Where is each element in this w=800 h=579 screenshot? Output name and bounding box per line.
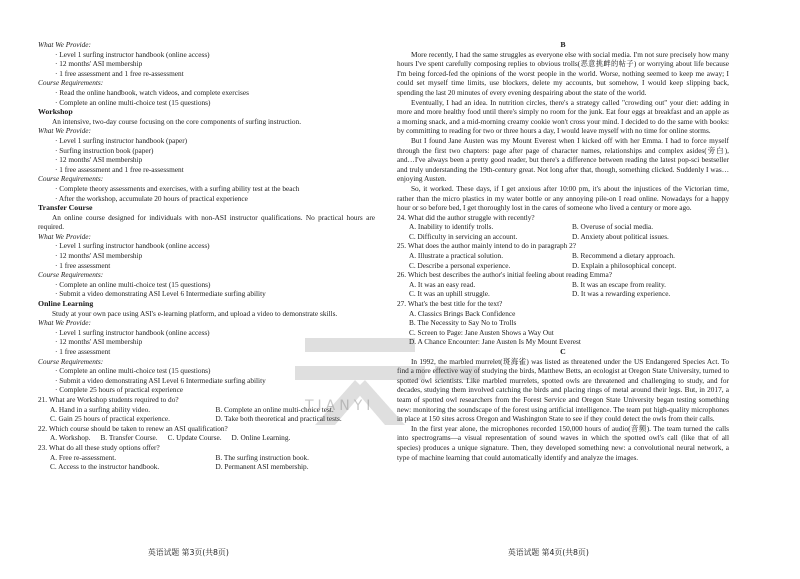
answer-option: A. Hand in a surfing ability video. [50,404,151,414]
answer-option: B. It was an escape from reality. [572,279,666,289]
bullet-item: · 1 free assessment and 1 free re-assessment [55,68,184,78]
subheading: Course Requirements: [38,78,104,88]
bullet-item: · Complete theory assessments and exercises, with a surfing ability test at the beach [55,183,300,193]
question-options [397,309,729,347]
passage-paragraph: But I found Jane Austen was my Mount Everest when I kicked off with her Emma. I had to force myself through the first two chapters: page after page of character names, relationships and complex asides(旁白), and…I've always been a pretty good reader, but there's a difference between reading the latest pop-sci bestseller and truly understanding the 19th-century great. Not long after that, though, something clicked. Suddenly I was…enjoying Austen. [397,135,729,184]
bullet-item: · Submit a video demonstrating ASI Level 6 Intermediate surfing ability [55,375,266,385]
answer-option: B. Recommend a dietary approach. [572,251,675,261]
answer-option: B. Complete an online multi-choice test. [215,404,334,414]
answer-option: A. Free re-assessment. [50,452,117,462]
subheading: What We Provide: [38,126,91,136]
answer-option: B. The Necessity to Say No to Trolls [409,318,517,328]
subheading: Course Requirements: [38,270,104,280]
course-description: Study at your own pace using ASI's e-learning platform, and upload a video to demonstrate skills. [52,308,338,318]
left-page-footer: 英语试题 第3页(共8页) [148,548,229,557]
bullet-item: · After the workshop, accumulate 20 hours of practical experience [55,193,248,203]
answer-option: D. Take both theoretical and practical tests. [215,414,342,424]
course-description: An intensive, two-day course focusing on the core components of surfing instruction. [52,116,302,126]
course-title: Online Learning [38,299,94,309]
passage-paragraph: In 1992, the marbled murrelet(斑海雀) was listed as threatened under the US Endangered Species Act. To find a more effective way of studying the birds, Matthew Betts, an ecologist at Oregon State University, turned to spotted owl scientists. Like marbled murrelets, spotted owls are threatened and challenging to study, and for decades, studying them involved catching the birds and placing rings of metal around their legs. But, in 2017, a team of spotted owl researchers from the Forest Service and Oregon State University began testing something new: monitoring the soundscape of the forest using artificial intelligence. The team put high-quality microphones in place at 150 sites across Oregon and Washington State to see if they could detect the owls from their calls. [397,356,729,424]
bullet-item: · Level 1 surfing instructor handbook (online access) [55,241,210,251]
bullet-item: · Read the online handbook, watch videos, and complete exercises [55,87,249,97]
passage-paragraph: So, it worked. These days, if I get anxious after 10:00 pm, it's about the injustices of the Victorian time, rather than the micro plastics in my water bottle or any annoying pile-on I read online. Nowadays for a happy hour or so before bed, I get thoroughly lost in the cares of someone who lived a century or more ago. [397,183,729,213]
bullet-item: · Complete 25 hours of practical experience [55,385,184,395]
answer-option: C. It was an uphill struggle. [409,289,490,299]
watermark-text: TIANYI [305,398,375,414]
question-stem: 23. What do all these study options offer? [38,442,160,452]
course-title: Workshop [38,107,73,117]
bullet-item: · Surfing instruction book (paper) [55,145,154,155]
passage-paragraph: In the first year alone, the microphones recorded 150,000 hours of audio(音频). The team turned the calls into spectrograms—a visual representation of sound waves in which the spotted owl's call (like that of all species) produces a unique signature. Then, they developed something new: a convolutional neural network, a type of machine learning that could automatically identify and analyze the images. [397,423,729,462]
bullet-item: · 12 months' ASI membership [55,337,143,347]
subheading: What We Provide: [38,231,91,241]
bullet-item: · 12 months' ASI membership [55,59,143,69]
answer-option: D. A Chance Encounter: Jane Austen Is My Mount Everest [409,337,581,347]
bullet-item: · 1 free assessment [55,260,111,270]
answer-option: D. Explain a philosophical concept. [572,260,677,270]
course-description: An online course designed for individuals with non-ASI instructor qualifications. No practical hours are required. [38,212,375,232]
answer-option: D. It was a rewarding experience. [572,289,671,299]
answer-option: C. Gain 25 hours of practical experience. [50,414,170,424]
subheading: What We Provide: [38,40,91,49]
answer-option: C. Describe a personal experience. [409,260,511,270]
passage-paragraph: More recently, I had the same struggles as everyone else with social media. I'm not sure precisely how many hours I've spent carefully composing replies to obvious trolls(恶意挑衅的帖子) or worrying about life because I'm being forced-fed the opinions of the worst people in the world. Worse, nothing seemed to keep me away; I could set myself time limits, use blockers, delete my accounts, but somehow, I would keep slipping back, spending the last 20 minutes of every evening despairing about the state of the world. [397,49,729,97]
answer-option: A. Workshop. [50,433,91,443]
answer-option: A. Illustrate a practical solution. [409,251,504,261]
bullet-item: · Complete an online multi-choice test (15 questions) [55,279,211,289]
answer-option: A. Classics Brings Back Confidence [409,308,516,318]
right-page-footer: 英语试题 第4页(共8页) [508,548,589,557]
right-page-column [397,40,729,462]
question-options [397,222,729,241]
subheading: What We Provide: [38,318,91,328]
bullet-item: · 12 months' ASI membership [55,155,143,165]
section-heading-b: B [560,40,566,49]
bullet-item: · 1 free assessment and 1 free re-assessment [55,164,184,174]
question-options [38,453,375,472]
answer-option: C. Difficulty in servicing an account. [409,231,518,241]
subheading: Course Requirements: [38,174,104,184]
question-stem: 24. What did the author struggle with recently? [397,212,535,222]
question-options [397,251,729,270]
answer-option: A. It was an easy read. [409,279,476,289]
bullet-item: · Level 1 surfing instructor handbook (online access) [55,327,210,337]
section-heading-c: C [560,347,566,356]
answer-option: B. Transfer Course. [100,433,158,443]
bullet-item: · Submit a video demonstrating ASI Level 6 Intermediate surfing ability [55,289,266,299]
question-stem: 21. What are Workshop students required to do? [38,394,179,404]
question-stem: 27. What's the best title for the text? [397,299,503,309]
question-options [38,433,375,443]
question-stem: 22. Which course should be taken to renew an ASI qualification? [38,423,228,433]
answer-option: D. Anxiety about political issues. [572,231,669,241]
answer-option: C. Update Course. [167,433,222,443]
answer-option: D. Permanent ASI membership. [215,462,309,472]
question-options [397,280,729,299]
answer-option: B. The surfing instruction book. [215,452,310,462]
answer-option: C. Access to the instructor handbook. [50,462,160,472]
answer-option: D. Online Learning. [231,433,291,443]
question-stem: 26. Which best describes the author's initial feeling about reading Emma? [397,270,612,280]
subheading: Course Requirements: [38,356,104,366]
bullet-item: · 1 free assessment [55,347,111,356]
passage-paragraph: Eventually, I had an idea. In nutrition circles, there's a strategy called "crowding out" your diet: adding in more and more healthy food until there's simply no room for the junk. Eat four eggs at breakfast and an apple as a morning snack, and a mid-morning creamy cookie won't cross your mind. I decided to do the same with books: by committing to reading for two or three hours a day, I would leave myself with no time for online storms. [397,97,729,136]
answer-option: A. Inability to identify trolls. [409,222,494,232]
question-stem: 25. What does the author mainly intend to do in paragraph 2? [397,241,576,251]
bullet-item: · Level 1 surfing instructor handbook (online access) [55,49,210,59]
answer-option: B. Overuse of social media. [572,222,654,232]
bullet-item: · Complete an online multi-choice test (15 questions) [55,366,211,376]
bullet-item: · 12 months' ASI membership [55,251,143,261]
bullet-item: · Level 1 surfing instructor handbook (paper) [55,135,188,145]
course-title: Transfer Course [38,203,93,213]
answer-option: C. Screen to Page: Jane Austen Shows a Way Out [409,327,554,337]
bullet-item: · Complete an online multi-choice test (15 questions) [55,97,211,107]
